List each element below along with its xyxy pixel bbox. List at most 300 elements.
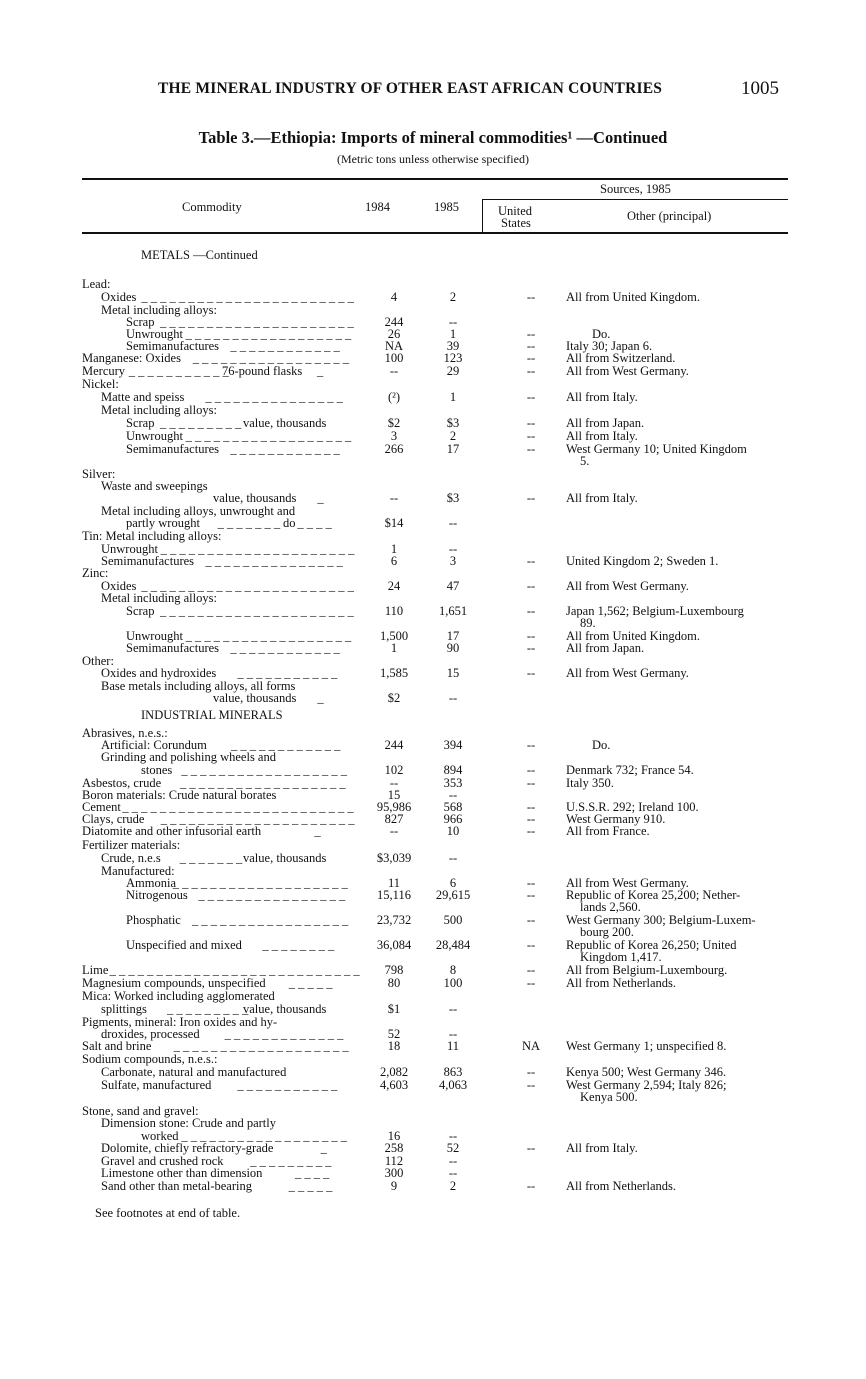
value-1984: (²) [387, 390, 401, 404]
value-1984: 52 [387, 1027, 401, 1041]
value-1985: -- [448, 788, 458, 802]
leader-dots: _ _ _ _ _ _ _ _ _ _ _ _ [230, 641, 340, 655]
value-united-states: -- [526, 579, 536, 593]
commodity-label: Oxides [101, 579, 137, 593]
value-1984: 258 [384, 1141, 404, 1155]
commodity-label: Mercury [82, 364, 126, 378]
value-other-principal: All from Italy. [566, 390, 638, 404]
commodity-label: Dimension stone: Crude and partly [101, 1116, 276, 1130]
value-other-principal: Kenya 500. [580, 1090, 638, 1104]
value-other-principal: Italy 30; Japan 6. [566, 339, 653, 353]
header-us-2: States [501, 216, 531, 230]
leader-dots: _ [314, 824, 321, 838]
value-other-principal: lands 2,560. [580, 900, 641, 914]
value-united-states: -- [526, 339, 536, 353]
value-1984: 244 [384, 315, 404, 329]
value-1985: -- [448, 851, 458, 865]
value-1985: 28,484 [435, 938, 471, 952]
value-1984: $2 [387, 691, 401, 705]
value-1984: 80 [387, 976, 401, 990]
value-1984: 300 [384, 1166, 404, 1180]
table-row [0, 680, 866, 692]
commodity-label: Scrap [126, 416, 155, 430]
sources-rule [482, 199, 788, 200]
leader-dots: _ _ _ _ [297, 516, 332, 530]
value-other-principal: Denmark 732; France 54. [566, 763, 694, 777]
table-row [0, 964, 866, 976]
leader-dots: _ _ _ _ _ _ _ _ _ [160, 416, 242, 430]
value-1984: 244 [384, 738, 404, 752]
value-other-principal: All from Netherlands. [566, 976, 677, 990]
table-row [0, 391, 866, 403]
value-other-principal: Kingdom 1,417. [580, 950, 662, 964]
table-row [0, 825, 866, 837]
value-1984: 15 [387, 788, 401, 802]
leader-dots: _ _ _ _ _ [288, 1179, 333, 1193]
commodity-label: Grinding and polishing wheels and [101, 750, 276, 764]
value-1984: 798 [384, 963, 404, 977]
leader-dots: _ _ _ _ _ _ _ _ _ [250, 1154, 332, 1168]
value-1985: 1 [449, 390, 457, 404]
table-row [0, 1167, 866, 1179]
leader-dots: _ _ _ _ _ _ _ _ _ _ _ _ _ _ _ _ _ _ [181, 763, 348, 777]
leader-dots: _ _ _ _ _ _ _ [217, 516, 281, 530]
leader-dots: _ [320, 1141, 327, 1155]
value-1985: -- [448, 1129, 458, 1143]
value-1985: 966 [443, 812, 463, 826]
value-other-principal: Do. [592, 327, 611, 341]
unit-label: do [283, 516, 296, 530]
value-1984: 1 [390, 542, 398, 556]
section-heading-row [0, 709, 866, 721]
leader-dots: _ _ _ _ _ _ _ _ _ _ _ _ [230, 339, 340, 353]
value-1984: -- [389, 824, 399, 838]
value-other-principal: 89. [580, 616, 596, 630]
table-row [0, 443, 866, 455]
commodity-label: Abrasives, n.e.s.: [82, 726, 168, 740]
commodity-label: Scrap [126, 315, 155, 329]
commodity-label: Metal including alloys: [101, 403, 217, 417]
value-1984: 827 [384, 812, 404, 826]
value-1985: 100 [443, 976, 463, 990]
commodity-label: Lime [82, 963, 109, 977]
table-row [0, 642, 866, 654]
leader-dots: _ _ _ _ _ _ _ _ _ [167, 1002, 249, 1016]
value-1984: 102 [384, 763, 404, 777]
table-row [0, 567, 866, 579]
value-united-states: -- [526, 416, 536, 430]
unit-label: value, thousands [243, 416, 327, 430]
commodity-label: Semimanufactures [126, 442, 220, 456]
value-united-states: -- [526, 800, 536, 814]
table-row [0, 764, 866, 776]
value-1985: -- [448, 1166, 458, 1180]
leader-dots: _ _ _ _ _ _ _ _ _ _ _ _ _ _ _ _ _ _ _ [173, 1039, 349, 1053]
table-row [0, 914, 866, 926]
value-other-principal: All from Netherlands. [566, 1179, 677, 1193]
value-other-principal: United Kingdom 2; Sweden 1. [566, 554, 719, 568]
value-1984: 16 [387, 1129, 401, 1143]
value-1984: 23,732 [376, 913, 412, 927]
unit-label: value, thousands [243, 1002, 327, 1016]
commodity-label: Gravel and crushed rock [101, 1154, 224, 1168]
table-row [0, 417, 866, 429]
leader-dots: _ [317, 364, 324, 378]
value-1985: 894 [443, 763, 463, 777]
value-united-states: -- [526, 938, 536, 952]
value-other-principal: All from Belgium-Luxembourg. [566, 963, 728, 977]
commodity-label: Ammonia [126, 876, 176, 890]
commodity-label: worked [141, 1129, 179, 1143]
running-head: THE MINERAL INDUSTRY OF OTHER EAST AFRICAN COUNTRIES [158, 80, 663, 97]
commodity-label: Manganese: Oxides [82, 351, 181, 365]
commodity-label: partly wrought [126, 516, 200, 530]
leader-dots: _ _ _ _ _ _ _ _ _ _ _ _ _ _ _ _ _ _ _ _ _ [160, 812, 355, 826]
commodity-label: value, thousands [213, 691, 297, 705]
footnote-ref: See footnotes at end of table. [95, 1206, 241, 1220]
value-1984: 110 [384, 604, 404, 618]
value-1984: 2,082 [379, 1065, 409, 1079]
table-row [0, 352, 866, 364]
commodity-label: Metal including alloys, unwrought and [101, 504, 296, 518]
value-1984: $2 [387, 416, 401, 430]
leader-dots: _ _ _ _ [295, 1166, 330, 1180]
value-united-states: -- [526, 429, 536, 443]
value-other-principal: West Germany 910. [566, 812, 666, 826]
table-row [0, 605, 866, 617]
commodity-label: Matte and speiss [101, 390, 185, 404]
value-other-principal: All from West Germany. [566, 364, 689, 378]
value-united-states: -- [526, 1141, 536, 1155]
table-row [0, 480, 866, 492]
table-row [0, 278, 866, 290]
leader-dots: _ _ _ _ _ _ _ _ _ _ _ _ _ _ _ [205, 390, 343, 404]
value-united-states: -- [526, 776, 536, 790]
value-1985: -- [448, 1154, 458, 1168]
commodity-label: Sodium compounds, n.e.s.: [82, 1052, 218, 1066]
commodity-label: Artificial: Corundum [101, 738, 207, 752]
commodity-label: Nitrogenous [126, 888, 188, 902]
commodity-label: Silver: [82, 467, 116, 481]
commodity-label: Scrap [126, 604, 155, 618]
table-row [0, 901, 866, 913]
header-other: Other (principal) [627, 209, 712, 223]
commodity-label: Cement [82, 800, 121, 814]
commodity-label: Unspecified and mixed [126, 938, 242, 952]
value-united-states: -- [526, 666, 536, 680]
value-1985: 39 [446, 339, 460, 353]
table-row [0, 617, 866, 629]
value-1984: NA [384, 339, 404, 353]
value-united-states: -- [526, 963, 536, 977]
value-united-states: -- [526, 1065, 536, 1079]
section-heading: INDUSTRIAL MINERALS [141, 708, 283, 722]
table-row [0, 990, 866, 1002]
value-1985: 29,615 [435, 888, 471, 902]
value-1984: 15,116 [377, 888, 411, 902]
table-row [0, 1180, 866, 1192]
value-1984: $1 [387, 1002, 401, 1016]
table-row [0, 839, 866, 851]
value-1985: 17 [446, 442, 460, 456]
value-1985: $3 [446, 416, 460, 430]
leader-dots: _ _ _ _ _ _ _ _ _ _ _ _ _ _ _ _ _ [192, 913, 349, 927]
value-1985: 15 [446, 666, 460, 680]
commodity-label: Clays, crude [82, 812, 145, 826]
value-1985: 29 [446, 364, 460, 378]
commodity-label: Sand other than metal-bearing [101, 1179, 252, 1193]
value-1984: 4 [390, 290, 398, 304]
unit-label: value, thousands [243, 851, 327, 865]
leader-dots: _ _ _ _ _ _ _ _ _ _ _ _ _ _ _ _ _ _ [185, 327, 352, 341]
value-other-principal: Do. [592, 738, 611, 752]
section-heading: METALS —Continued [141, 248, 258, 262]
value-1985: -- [448, 1027, 458, 1041]
value-united-states: -- [526, 876, 536, 890]
table-row [0, 1040, 866, 1052]
sources-divider [482, 199, 483, 233]
value-united-states: -- [526, 327, 536, 341]
table-row [0, 1003, 866, 1015]
leader-dots: _ _ _ _ _ _ _ _ _ _ _ _ _ _ _ _ _ _ _ _ _ [160, 542, 355, 556]
commodity-label: Dolomite, chiefly refractory-grade [101, 1141, 274, 1155]
value-united-states: -- [526, 976, 536, 990]
leader-dots: _ _ _ _ _ _ _ _ _ _ _ _ _ _ _ _ _ _ _ _ _ [160, 604, 354, 618]
commodity-label: Nickel: [82, 377, 119, 391]
leader-dots: _ [317, 491, 324, 505]
value-1985: 353 [443, 776, 463, 790]
value-united-states: -- [526, 442, 536, 456]
table-row [0, 455, 866, 467]
value-united-states: -- [526, 812, 536, 826]
leader-dots: _ [317, 691, 324, 705]
value-other-principal: All from United Kingdom. [566, 290, 701, 304]
value-other-principal: All from Italy. [566, 1141, 638, 1155]
value-1984: 1 [390, 641, 398, 655]
value-1985: 3 [449, 554, 457, 568]
value-1985: 2 [449, 290, 457, 304]
value-1984: -- [389, 364, 399, 378]
table-row [0, 378, 866, 390]
value-united-states: -- [526, 913, 536, 927]
commodity-label: Diatomite and other infusorial earth [82, 824, 262, 838]
value-united-states: -- [526, 1078, 536, 1092]
value-united-states: -- [526, 364, 536, 378]
value-united-states: -- [526, 351, 536, 365]
leader-dots: _ _ _ _ _ _ _ _ _ _ _ _ _ _ _ _ _ _ _ _ _ _ _ _ _ [122, 800, 354, 814]
value-united-states: -- [526, 491, 536, 505]
value-1985: -- [448, 315, 458, 329]
unit-label: 76-pound flasks [222, 364, 303, 378]
value-1984: 1,500 [379, 629, 409, 643]
leader-dots: _ _ _ _ _ _ _ _ _ _ _ _ _ _ _ _ _ _ [180, 776, 346, 790]
commodity-label: Lead: [82, 277, 111, 291]
commodity-label: Stone, sand and gravel: [82, 1104, 199, 1118]
table-row [0, 530, 866, 542]
value-1985: -- [448, 1002, 458, 1016]
value-other-principal: Republic of Korea 26,250; United [566, 938, 737, 952]
value-united-states: -- [526, 629, 536, 643]
commodity-label: Carbonate, natural and manufactured [101, 1065, 287, 1079]
table-row [0, 404, 866, 416]
value-1984: 112 [384, 1154, 404, 1168]
value-1984: 36,084 [376, 938, 412, 952]
table-row [0, 555, 866, 567]
value-other-principal: Republic of Korea 25,200; Nether- [566, 888, 741, 902]
leader-dots: _ _ _ _ _ _ _ [179, 851, 243, 865]
value-1984: 1,585 [379, 666, 409, 680]
leader-dots: _ _ _ _ _ _ _ _ _ _ _ _ [231, 738, 341, 752]
value-other-principal: Kenya 500; West Germany 346. [566, 1065, 727, 1079]
leader-dots: _ _ _ _ _ _ _ _ _ _ _ [237, 1078, 338, 1092]
value-1984: -- [389, 491, 399, 505]
value-1984: 24 [387, 579, 401, 593]
commodity-label: Magnesium compounds, unspecified [82, 976, 266, 990]
value-1985: 11 [446, 1039, 460, 1053]
leader-dots: _ _ _ _ _ _ _ _ _ _ _ _ _ _ _ _ _ [192, 351, 350, 365]
value-1984: $14 [384, 516, 404, 530]
value-united-states: -- [526, 824, 536, 838]
value-1985: -- [448, 542, 458, 556]
value-1985: 500 [443, 913, 463, 927]
value-other-principal: U.S.S.R. 292; Ireland 100. [566, 800, 699, 814]
value-1984: 266 [384, 442, 404, 456]
commodity-label: Semimanufactures [101, 554, 195, 568]
value-united-states: -- [526, 641, 536, 655]
commodity-label: stones [141, 763, 173, 777]
table-row [0, 1053, 866, 1065]
value-other-principal: All from Italy. [566, 491, 638, 505]
value-other-principal: Japan 1,562; Belgium-Luxembourg [566, 604, 744, 618]
table-row [0, 977, 866, 989]
value-1984: 3 [390, 429, 398, 443]
value-1984: 4,603 [379, 1078, 409, 1092]
leader-dots: _ _ _ _ _ _ _ _ _ _ _ _ _ _ _ _ _ _ _ _ _ _ _ [141, 579, 354, 593]
leader-dots: _ _ _ _ _ _ _ _ _ _ _ _ _ _ _ [205, 554, 343, 568]
value-other-principal: West Germany 1; unspecified 8. [566, 1039, 727, 1053]
table-row [0, 951, 866, 963]
value-united-states: -- [526, 290, 536, 304]
value-1985: 90 [446, 641, 460, 655]
table-row [0, 926, 866, 938]
value-other-principal: All from Japan. [566, 416, 645, 430]
commodity-label: value, thousands [213, 491, 297, 505]
table-row [0, 667, 866, 679]
commodity-label: Semimanufactures [126, 641, 220, 655]
commodity-label: Phosphatic [126, 913, 181, 927]
table-top-rule [82, 178, 788, 180]
leader-dots: _ _ _ _ _ _ _ _ _ _ _ [237, 666, 338, 680]
value-1985: 52 [446, 1141, 460, 1155]
value-united-states: -- [526, 888, 536, 902]
value-1984: -- [389, 776, 399, 790]
value-other-principal: All from United Kingdom. [566, 629, 701, 643]
value-1985: 568 [443, 800, 463, 814]
value-1985: 863 [443, 1065, 463, 1079]
value-other-principal: West Germany 2,594; Italy 826; [566, 1078, 727, 1092]
commodity-label: Salt and brine [82, 1039, 152, 1053]
value-other-principal: All from Italy. [566, 429, 638, 443]
value-1984: 100 [384, 351, 404, 365]
leader-dots: _ _ _ _ _ _ _ _ _ _ _ _ _ _ _ _ _ _ _ _ _ [160, 315, 354, 329]
header-1984: 1984 [365, 200, 390, 214]
commodity-label: Waste and sweepings [101, 479, 208, 493]
header-bottom-rule [82, 232, 788, 234]
value-other-principal: bourg 200. [580, 925, 634, 939]
leader-dots: _ _ _ _ _ _ _ _ _ _ _ _ _ _ _ _ _ _ _ _ _ _ _ _ _ _ _ [109, 963, 360, 977]
value-united-states: -- [526, 554, 536, 568]
value-other-principal: All from France. [566, 824, 650, 838]
header-us-1: United [498, 204, 533, 218]
value-1985: 4,063 [438, 1078, 468, 1092]
value-other-principal: All from Japan. [566, 641, 645, 655]
commodity-label: Manufactured: [101, 864, 175, 878]
value-1985: 47 [446, 579, 460, 593]
value-1985: 2 [449, 429, 457, 443]
commodity-label: Mica: Worked including agglomerated [82, 989, 275, 1003]
value-other-principal: All from West Germany. [566, 579, 689, 593]
value-1985: 123 [443, 351, 463, 365]
table-row [0, 939, 866, 951]
commodity-label: Base metals including alloys, all forms [101, 679, 296, 693]
leader-dots: _ _ _ _ _ _ _ _ [262, 938, 335, 952]
table-row [0, 592, 866, 604]
value-other-principal: All from West Germany. [566, 666, 689, 680]
value-united-states: NA [521, 1039, 541, 1053]
commodity-label: Zinc: [82, 566, 109, 580]
table-row [0, 517, 866, 529]
value-united-states: -- [526, 738, 536, 752]
table-row [0, 692, 866, 704]
commodity-label: Unwrought [126, 327, 183, 341]
table-title: Table 3.—Ethiopia: Imports of mineral commodities¹ —Continued [198, 128, 668, 147]
commodity-label: Metal including alloys: [101, 591, 217, 605]
leader-dots: _ _ _ _ _ [288, 976, 333, 990]
value-1984: 95,986 [376, 800, 412, 814]
commodity-label: Fertilizer materials: [82, 838, 181, 852]
value-1985: 6 [449, 876, 457, 890]
table-row [0, 1066, 866, 1078]
value-1985: 17 [446, 629, 460, 643]
value-other-principal: West Germany 300; Belgium-Luxem- [566, 913, 756, 927]
value-1985: -- [448, 691, 458, 705]
value-1985: 2 [449, 1179, 457, 1193]
value-1985: 10 [446, 824, 460, 838]
page-number: 1005 [741, 78, 779, 99]
value-other-principal: West Germany 10; United Kingdom [566, 442, 747, 456]
value-1985: $3 [446, 491, 460, 505]
value-other-principal: 5. [580, 454, 590, 468]
table-row [0, 492, 866, 504]
commodity-label: Semimanufactures [126, 339, 220, 353]
leader-dots: _ _ _ _ _ _ _ _ _ _ _ _ _ _ _ _ _ _ _ [172, 876, 348, 890]
value-other-principal: All from West Germany. [566, 876, 689, 890]
commodity-label: Boron materials: Crude natural borates [82, 788, 277, 802]
value-1984: $3,039 [376, 851, 412, 865]
value-1985: 8 [449, 963, 457, 977]
table-subtitle: (Metric tons unless otherwise specified) [337, 152, 529, 166]
table-row [0, 1079, 866, 1091]
commodity-label: Oxides and hydroxides [101, 666, 217, 680]
leader-dots: _ _ _ _ _ _ _ _ _ _ _ _ _ _ _ _ _ _ [185, 429, 352, 443]
leader-dots: _ _ _ _ _ _ _ _ _ _ _ _ [230, 442, 340, 456]
table-row [0, 430, 866, 442]
value-1984: 6 [390, 554, 398, 568]
value-1984: 26 [387, 327, 401, 341]
value-1984: 18 [387, 1039, 401, 1053]
value-other-principal: Italy 350. [566, 776, 614, 790]
value-united-states: -- [526, 763, 536, 777]
